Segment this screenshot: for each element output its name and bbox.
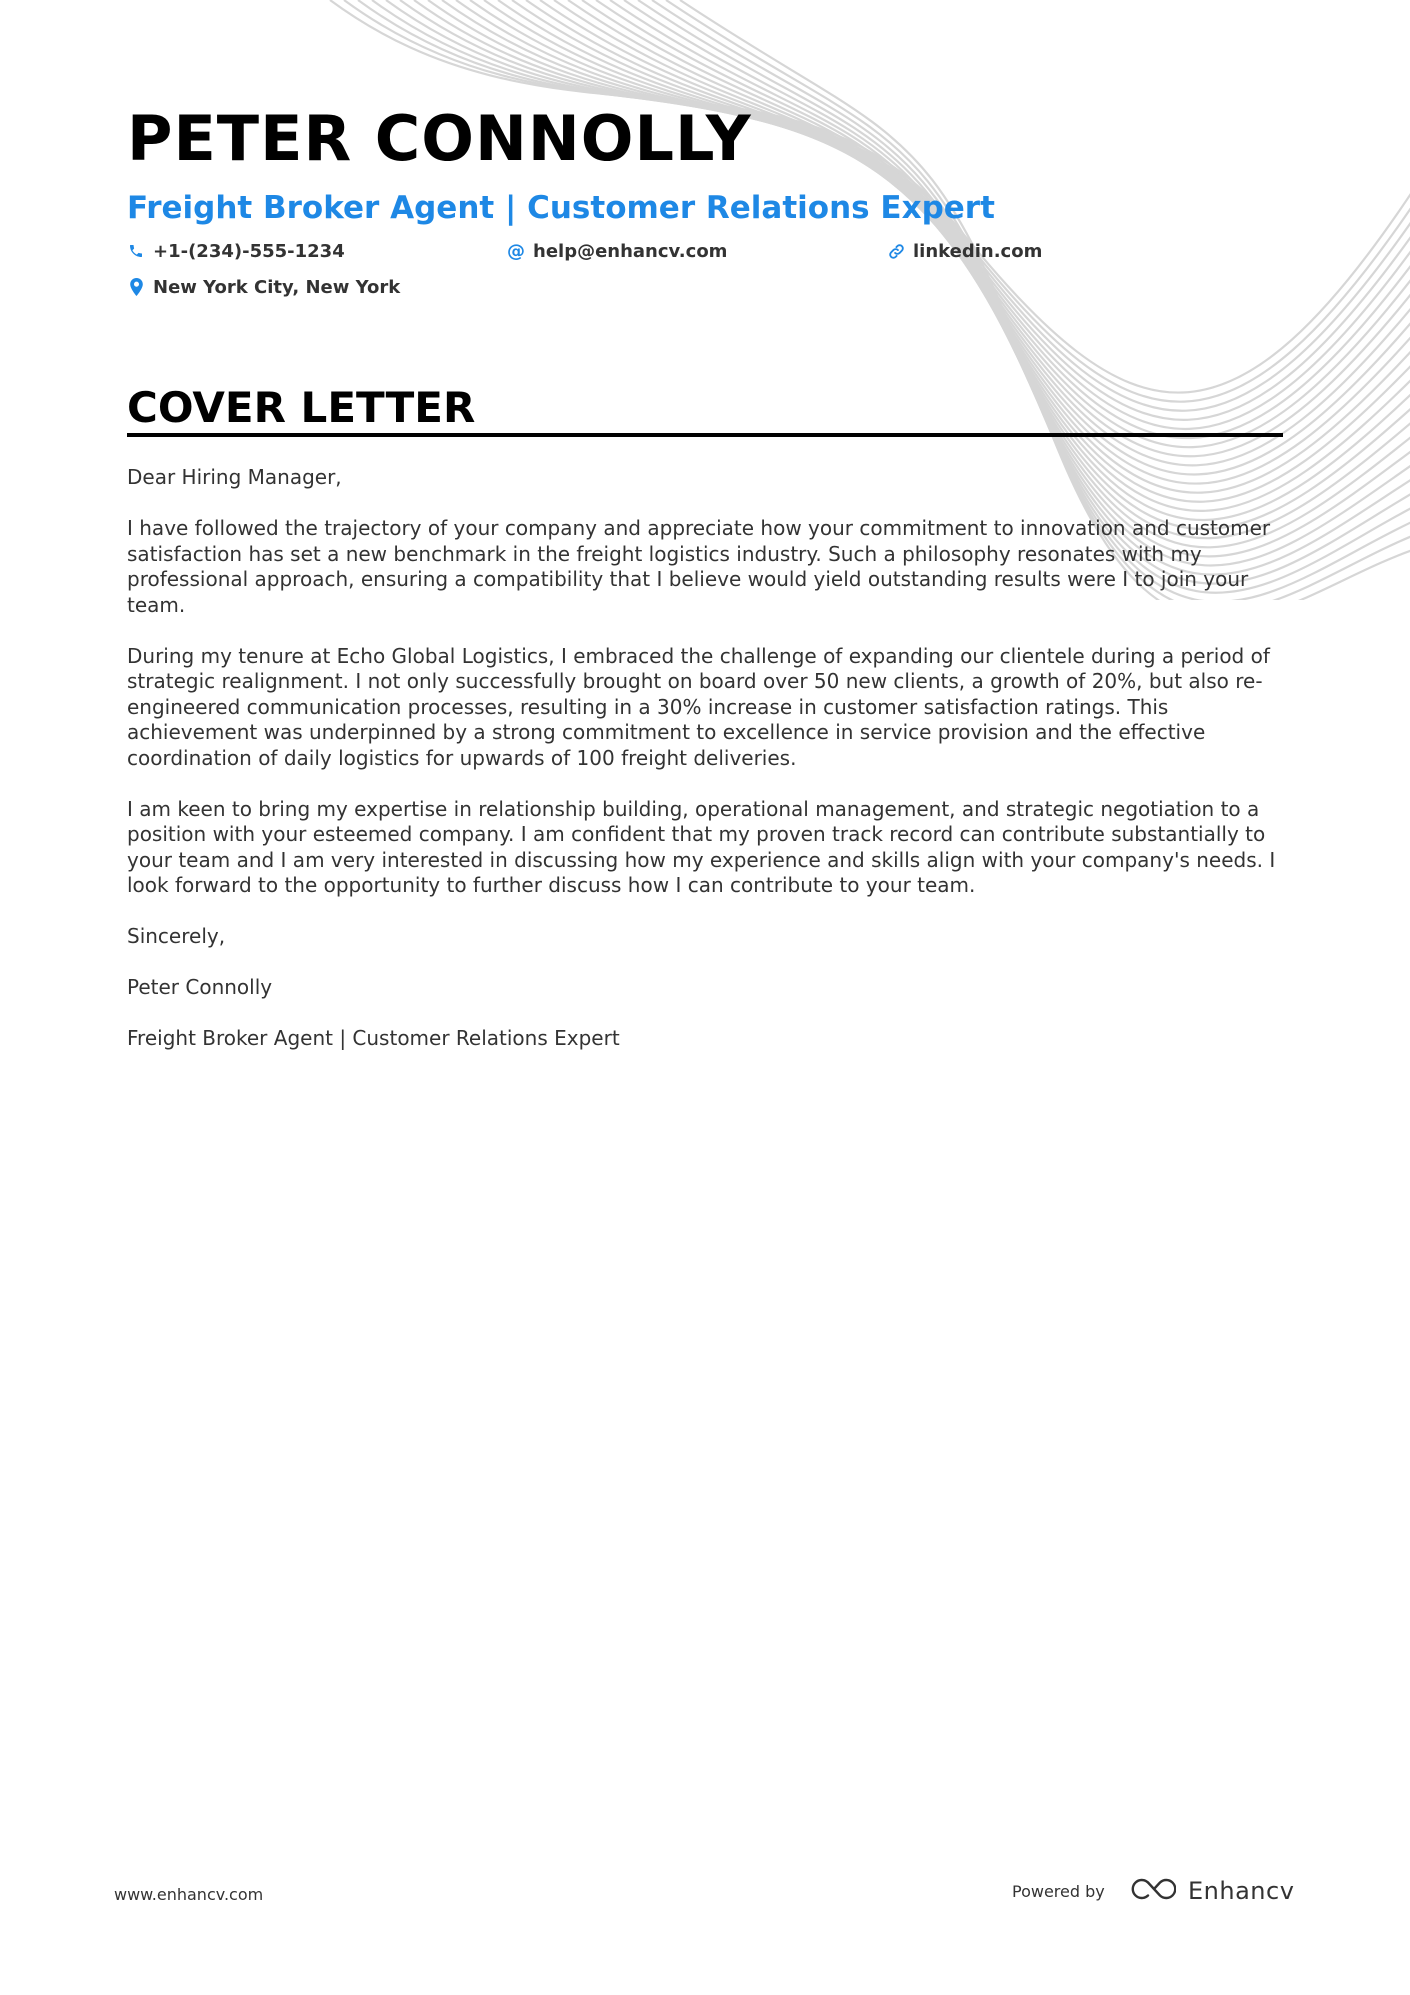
location-text: New York City, New York [153, 276, 401, 298]
link-icon [887, 242, 905, 260]
candidate-name: PETER CONNOLLY [127, 102, 752, 175]
brand-name: Enhancv [1188, 1877, 1295, 1905]
job-title: Freight Broker Agent | Customer Relations Expert [127, 190, 995, 226]
letter-paragraph: During my tenure at Echo Global Logistics, I embraced the challenge of expanding our clientele during a period of strategic realignment. I not only successfully brought on board over 50 new clients, a growth of 20%, but also re-engineered communication processes, resulting in a 30% increase in customer satisfaction ratings. This achievement was underpinned by a strong commitment to excellence in service provision and the effective coordination of daily logistics for upwards of 100 freight deliveries. [127, 643, 1270, 770]
at-icon: @ [507, 240, 525, 262]
email-text[interactable]: help@enhancv.com [533, 240, 728, 262]
footer-url[interactable]: www.enhancv.com [114, 1885, 264, 1904]
location-pin-icon [127, 278, 145, 296]
contact-phone [127, 239, 345, 263]
section-divider [127, 433, 1283, 437]
contact-location [127, 275, 400, 299]
wave-line [540, 0, 1410, 529]
section-title: COVER LETTER [127, 383, 476, 432]
signature-title: Freight Broker Agent | Customer Relations Expert [127, 1026, 620, 1050]
letter-body [127, 465, 1287, 1077]
wave-line [442, 0, 1410, 465]
contact-email[interactable] [507, 239, 727, 263]
wave-line [554, 0, 1410, 538]
signature-name: Peter Connolly [127, 975, 273, 999]
website-text[interactable]: linkedin.com [913, 240, 1043, 262]
letter-paragraph: I have followed the trajectory of your company and appreciate how your commitment to innovation and customer satisfaction has set a new benchmark in the freight logistics industry. Such a philosophy resonates with my professional approach, ensuring a compatibility that I believe would yield outstanding results were I to join your team. [127, 516, 1271, 617]
brand-logo[interactable] [1130, 1874, 1294, 1908]
wave-line [456, 0, 1410, 474]
salutation: Dear Hiring Manager, [127, 465, 342, 489]
powered-by-label: Powered by [1012, 1882, 1105, 1901]
phone-icon [127, 242, 145, 260]
enhancv-logo-icon [1130, 1876, 1176, 1907]
phone-text: +1-(234)-555-1234 [153, 240, 345, 262]
contact-website[interactable] [887, 239, 1042, 263]
letter-paragraph: I am keen to bring my expertise in relationship building, operational management, and strategic negotiation to a position with your esteemed company. I am confident that my proven track record can contribute substantially to your team and I am very interested in discussing how my experience and skills align with your company's needs. I look forward to the opportunity to further discuss how I can contribute to your team. [127, 796, 1276, 897]
wave-line [428, 0, 1410, 456]
closing: Sincerely, [127, 924, 226, 948]
